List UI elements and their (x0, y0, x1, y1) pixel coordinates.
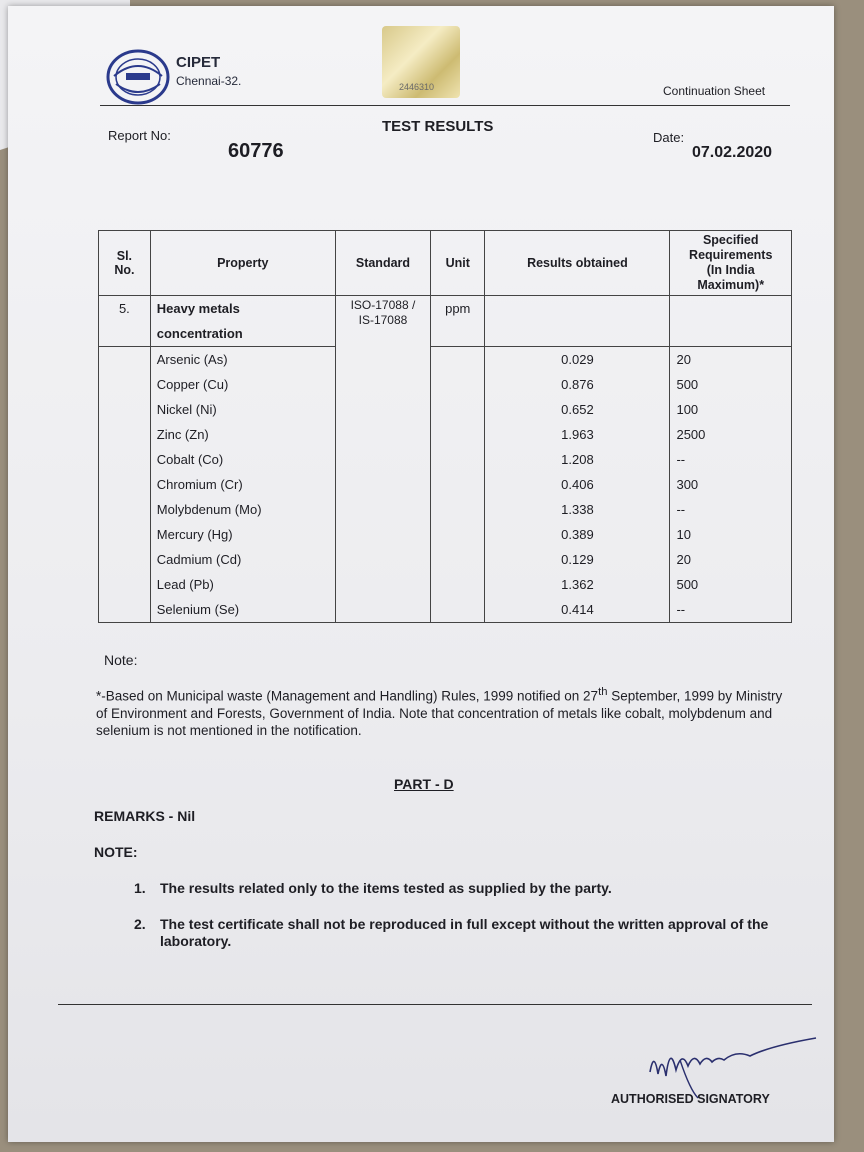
row-property: Cadmium (Cd) (150, 547, 335, 572)
row-spec: 10 (670, 522, 792, 547)
row-standard (335, 447, 430, 472)
row-sl (99, 547, 151, 572)
header-property: Property (150, 231, 335, 296)
row-unit (431, 497, 485, 522)
row-sl (99, 597, 151, 623)
row-result: 0.389 (485, 522, 670, 547)
row-result: 0.129 (485, 547, 670, 572)
row-result: 0.652 (485, 397, 670, 422)
row-standard (335, 497, 430, 522)
note-heading: NOTE: (94, 844, 138, 860)
part-d-title: PART - D (394, 776, 454, 792)
row-standard (335, 597, 430, 623)
header-sl-no: Sl. No. (99, 231, 151, 296)
row-spec: 500 (670, 372, 792, 397)
row-unit (431, 372, 485, 397)
header-results: Results obtained (485, 231, 670, 296)
group-property-line1: Heavy metals (150, 296, 335, 322)
row-unit (431, 397, 485, 422)
row-property: Chromium (Cr) (150, 472, 335, 497)
row-standard (335, 347, 430, 373)
table-header-row (99, 231, 792, 296)
table-row (99, 597, 792, 623)
row-sl (99, 397, 151, 422)
row-standard (335, 547, 430, 572)
row-unit (431, 547, 485, 572)
row-spec: 20 (670, 347, 792, 373)
authorised-signatory: AUTHORISED SIGNATORY (611, 1092, 770, 1106)
row-sl (99, 422, 151, 447)
row-property: Selenium (Se) (150, 597, 335, 623)
header-specified: Specified Requirements (In India Maximum)* (670, 231, 792, 296)
header-unit: Unit (431, 231, 485, 296)
table-row (99, 522, 792, 547)
row-sl (99, 347, 151, 373)
footer-divider (58, 1004, 812, 1005)
row-result: 1.338 (485, 497, 670, 522)
table-row (99, 472, 792, 497)
continuation-sheet-label: Continuation Sheet (663, 84, 766, 98)
row-sl (99, 522, 151, 547)
table-row (99, 372, 792, 397)
row-sl (99, 497, 151, 522)
note-item-2: 2. The test certificate shall not be reproduced in full except without the written approval of the laboratory. (134, 916, 769, 949)
row-standard (335, 472, 430, 497)
row-unit (431, 422, 485, 447)
row-sl (99, 472, 151, 497)
row-result: 0.029 (485, 347, 670, 373)
table-row (99, 572, 792, 597)
org-name: CIPET (176, 54, 221, 71)
row-unit (431, 347, 485, 373)
row-spec: 20 (670, 547, 792, 572)
date-value: 07.02.2020 (692, 144, 773, 161)
table-row (99, 497, 792, 522)
row-property: Nickel (Ni) (150, 397, 335, 422)
row-property: Copper (Cu) (150, 372, 335, 397)
row-property: Arsenic (As) (150, 347, 335, 373)
table-group-row-2 (99, 321, 792, 347)
header-standard: Standard (335, 231, 430, 296)
row-spec: -- (670, 447, 792, 472)
group-unit: ppm (431, 296, 485, 322)
row-sl (99, 447, 151, 472)
metal-rows (99, 347, 792, 623)
row-spec: -- (670, 597, 792, 623)
row-unit (431, 447, 485, 472)
row-unit (431, 572, 485, 597)
row-sl (99, 372, 151, 397)
row-result: 0.406 (485, 472, 670, 497)
date-label: Date: (653, 130, 685, 145)
cipet-logo-icon (104, 46, 172, 108)
row-spec: -- (670, 497, 792, 522)
table-row (99, 547, 792, 572)
org-city: Chennai-32. (176, 74, 242, 88)
row-property: Zinc (Zn) (150, 422, 335, 447)
table-row (99, 447, 792, 472)
hologram-number: 2446310 (399, 82, 435, 92)
results-table (98, 230, 792, 623)
row-result: 1.208 (485, 447, 670, 472)
header-divider (100, 105, 790, 106)
row-result: 0.414 (485, 597, 670, 623)
row-property: Cobalt (Co) (150, 447, 335, 472)
table-row (99, 397, 792, 422)
row-spec: 500 (670, 572, 792, 597)
row-property: Mercury (Hg) (150, 522, 335, 547)
row-result: 0.876 (485, 372, 670, 397)
row-spec: 100 (670, 397, 792, 422)
remarks: REMARKS - Nil (94, 808, 196, 824)
row-property: Molybdenum (Mo) (150, 497, 335, 522)
row-unit (431, 597, 485, 623)
report-no-label: Report No: (108, 128, 171, 143)
row-standard (335, 522, 430, 547)
table-row (99, 422, 792, 447)
row-spec: 2500 (670, 422, 792, 447)
page-title: TEST RESULTS (382, 118, 494, 135)
row-result: 1.362 (485, 572, 670, 597)
signature-icon (640, 1030, 820, 1100)
row-standard (335, 572, 430, 597)
row-standard (335, 422, 430, 447)
row-spec: 300 (670, 472, 792, 497)
group-sl: 5. (99, 296, 151, 322)
row-unit (431, 522, 485, 547)
group-property-line2: concentration (150, 321, 335, 347)
note-label: Note: (104, 652, 138, 668)
row-standard (335, 397, 430, 422)
row-unit (431, 472, 485, 497)
group-standard: ISO-17088 / IS-17088 (335, 296, 430, 347)
table-group-row (99, 296, 792, 322)
row-property: Lead (Pb) (150, 572, 335, 597)
row-result: 1.963 (485, 422, 670, 447)
row-standard (335, 372, 430, 397)
row-sl (99, 572, 151, 597)
note-item-1: 1. The results related only to the items tested as supplied by the party. (134, 880, 612, 896)
note-text: *-Based on Municipal waste (Management and Handling) Rules, 1999 notified on 27th September, 1999 by Ministry of Environment and Forests, Government of India. Note that concentration of metals like cobalt, molybdenum and selenium is not mentioned in the notification. (96, 686, 783, 738)
table-row (99, 347, 792, 373)
report-no-value: 60776 (228, 140, 284, 162)
